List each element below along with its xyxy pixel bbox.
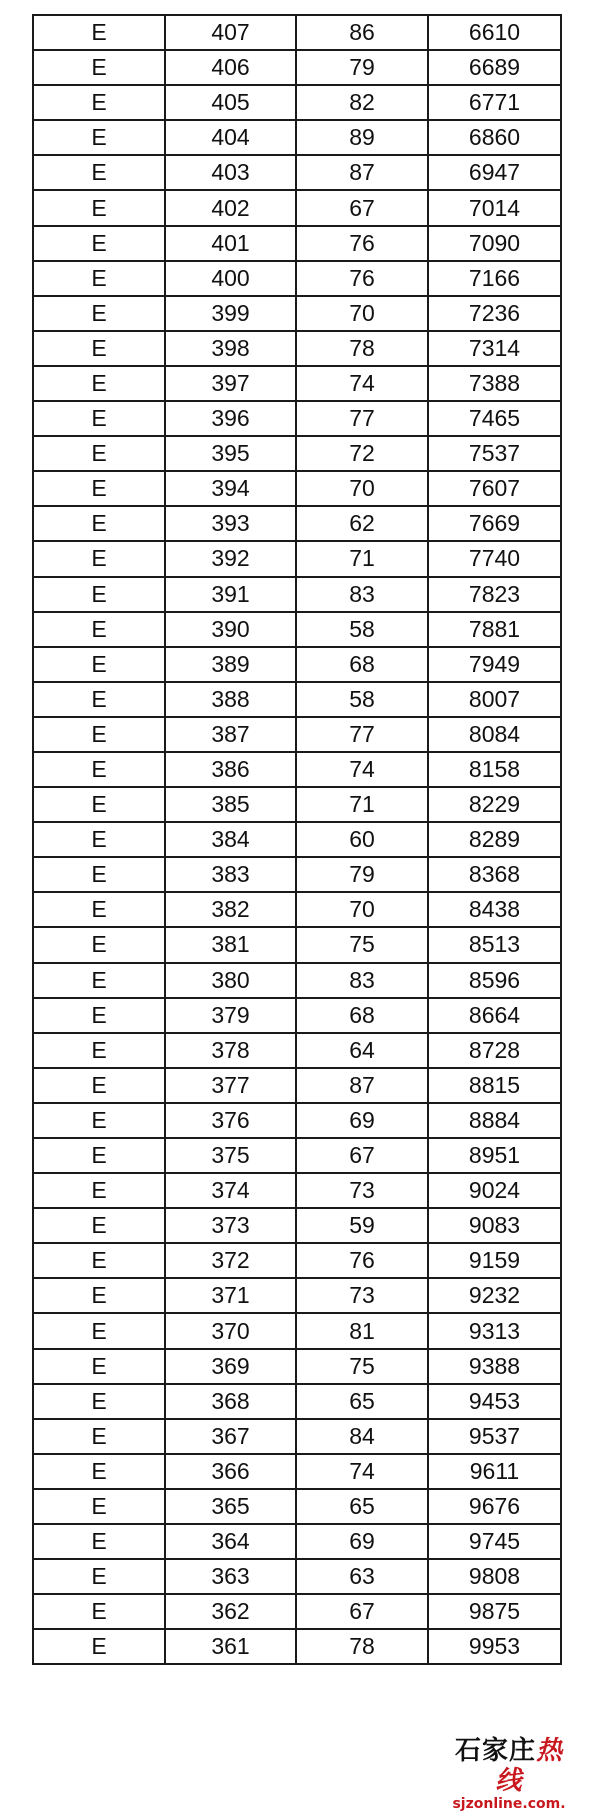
cell-score: 399 [165,296,296,331]
cell-cumulative: 9808 [428,1559,561,1594]
cell-cumulative: 8289 [428,822,561,857]
table-row [33,1208,561,1243]
cell-category: E [33,190,165,225]
cell-count: 70 [296,471,428,506]
cell-score: 387 [165,717,296,752]
cell-category: E [33,261,165,296]
cell-cumulative: 8158 [428,752,561,787]
cell-category: E [33,1489,165,1524]
cell-count: 70 [296,892,428,927]
table-row [33,1103,561,1138]
cell-score: 395 [165,436,296,471]
cell-cumulative: 7669 [428,506,561,541]
cell-category: E [33,436,165,471]
cell-count: 87 [296,1068,428,1103]
cell-category: E [33,1454,165,1489]
cell-count: 74 [296,366,428,401]
cell-count: 68 [296,998,428,1033]
cell-category: E [33,612,165,647]
cell-count: 76 [296,1243,428,1278]
cell-score: 363 [165,1559,296,1594]
watermark-logo-text [450,1736,568,1796]
cell-score: 401 [165,226,296,261]
table-row [33,1068,561,1103]
cell-cumulative: 7949 [428,647,561,682]
cell-count: 81 [296,1313,428,1348]
table-row [33,401,561,436]
cell-score: 367 [165,1419,296,1454]
cell-category: E [33,1524,165,1559]
cell-score: 381 [165,927,296,962]
cell-count: 64 [296,1033,428,1068]
cell-cumulative: 9953 [428,1629,561,1664]
cell-category: E [33,1243,165,1278]
cell-score: 382 [165,892,296,927]
cell-cumulative: 7537 [428,436,561,471]
cell-score: 389 [165,647,296,682]
cell-category: E [33,226,165,261]
cell-cumulative: 6689 [428,50,561,85]
cell-score: 403 [165,155,296,190]
cell-count: 75 [296,927,428,962]
cell-count: 86 [296,15,428,50]
cell-count: 74 [296,1454,428,1489]
cell-cumulative: 7166 [428,261,561,296]
cell-cumulative: 8007 [428,682,561,717]
cell-cumulative: 8368 [428,857,561,892]
cell-count: 79 [296,857,428,892]
cell-category: E [33,857,165,892]
cell-category: E [33,1173,165,1208]
cell-score: 379 [165,998,296,1033]
cell-category: E [33,155,165,190]
cell-score: 365 [165,1489,296,1524]
cell-count: 67 [296,190,428,225]
table-row [33,927,561,962]
cell-count: 76 [296,226,428,261]
table-row [33,1524,561,1559]
table-row [33,1419,561,1454]
cell-cumulative: 8815 [428,1068,561,1103]
table-row [33,1629,561,1664]
cell-count: 67 [296,1138,428,1173]
table-row [33,787,561,822]
cell-cumulative: 7388 [428,366,561,401]
table-row [33,752,561,787]
cell-count: 71 [296,541,428,576]
cell-category: E [33,401,165,436]
watermark-main-black: 石家庄 [454,1736,536,1766]
cell-cumulative: 8084 [428,717,561,752]
cell-count: 78 [296,331,428,366]
cell-score: 368 [165,1384,296,1419]
table-row [33,226,561,261]
cell-category: E [33,1208,165,1243]
cell-score: 388 [165,682,296,717]
cell-score: 372 [165,1243,296,1278]
cell-category: E [33,50,165,85]
cell-cumulative: 9676 [428,1489,561,1524]
cell-category: E [33,1419,165,1454]
table-row [33,1173,561,1208]
cell-category: E [33,471,165,506]
cell-category: E [33,331,165,366]
cell-category: E [33,1629,165,1664]
table-row [33,892,561,927]
watermark-url: sjzonline.com. [452,1796,566,1812]
cell-cumulative: 7740 [428,541,561,576]
cell-score: 407 [165,15,296,50]
cell-score: 394 [165,471,296,506]
cell-cumulative: 7881 [428,612,561,647]
cell-score: 396 [165,401,296,436]
cell-count: 77 [296,401,428,436]
cell-cumulative: 8884 [428,1103,561,1138]
cell-category: E [33,998,165,1033]
cell-score: 374 [165,1173,296,1208]
cell-cumulative: 6610 [428,15,561,50]
table-row [33,471,561,506]
cell-count: 63 [296,1559,428,1594]
cell-score: 378 [165,1033,296,1068]
cell-cumulative: 8664 [428,998,561,1033]
cell-score: 364 [165,1524,296,1559]
cell-category: E [33,541,165,576]
table-row [33,1594,561,1629]
table-row [33,1559,561,1594]
table-row [33,120,561,155]
table-row [33,261,561,296]
cell-count: 67 [296,1594,428,1629]
cell-count: 72 [296,436,428,471]
cell-count: 65 [296,1489,428,1524]
cell-count: 79 [296,50,428,85]
cell-count: 58 [296,612,428,647]
cell-cumulative: 8229 [428,787,561,822]
cell-score: 385 [165,787,296,822]
cell-category: E [33,1103,165,1138]
cell-score: 404 [165,120,296,155]
cell-cumulative: 7236 [428,296,561,331]
site-watermark [450,1736,568,1812]
table-row [33,1454,561,1489]
table-row [33,85,561,120]
cell-score: 397 [165,366,296,401]
cell-score: 405 [165,85,296,120]
cell-count: 58 [296,682,428,717]
table-row [33,857,561,892]
cell-category: E [33,682,165,717]
table-row [33,717,561,752]
cell-cumulative: 9313 [428,1313,561,1348]
table-row [33,155,561,190]
cell-score: 362 [165,1594,296,1629]
table-row [33,612,561,647]
cell-score: 383 [165,857,296,892]
cell-count: 89 [296,120,428,155]
cell-score: 373 [165,1208,296,1243]
cell-score: 366 [165,1454,296,1489]
cell-score: 400 [165,261,296,296]
cell-count: 73 [296,1278,428,1313]
table-row [33,331,561,366]
cell-category: E [33,752,165,787]
cell-score: 370 [165,1313,296,1348]
cell-count: 68 [296,647,428,682]
cell-category: E [33,15,165,50]
table-row [33,647,561,682]
cell-cumulative: 9024 [428,1173,561,1208]
table-row [33,541,561,576]
cell-count: 83 [296,963,428,998]
cell-category: E [33,1068,165,1103]
table-row [33,50,561,85]
cell-count: 71 [296,787,428,822]
cell-cumulative: 7014 [428,190,561,225]
cell-count: 84 [296,1419,428,1454]
cell-category: E [33,892,165,927]
cell-cumulative: 8596 [428,963,561,998]
cell-score: 393 [165,506,296,541]
cell-category: E [33,1313,165,1348]
table-row [33,577,561,612]
cell-cumulative: 9537 [428,1419,561,1454]
cell-cumulative: 8728 [428,1033,561,1068]
cell-category: E [33,1559,165,1594]
cell-count: 60 [296,822,428,857]
cell-count: 78 [296,1629,428,1664]
cell-count: 87 [296,155,428,190]
cell-count: 73 [296,1173,428,1208]
cell-score: 390 [165,612,296,647]
cell-category: E [33,85,165,120]
cell-category: E [33,717,165,752]
cell-score: 398 [165,331,296,366]
cell-category: E [33,1033,165,1068]
cell-category: E [33,1349,165,1384]
table-row [33,436,561,471]
cell-category: E [33,822,165,857]
cell-count: 69 [296,1524,428,1559]
cell-cumulative: 9611 [428,1454,561,1489]
cell-count: 59 [296,1208,428,1243]
cell-count: 77 [296,717,428,752]
cell-cumulative: 8951 [428,1138,561,1173]
cell-score: 391 [165,577,296,612]
table-row [33,822,561,857]
table-row [33,1243,561,1278]
cell-score: 384 [165,822,296,857]
score-table-container [32,14,560,1794]
cell-score: 376 [165,1103,296,1138]
cell-cumulative: 7823 [428,577,561,612]
cell-category: E [33,1278,165,1313]
cell-cumulative: 7465 [428,401,561,436]
cell-score: 371 [165,1278,296,1313]
cell-count: 83 [296,577,428,612]
cell-category: E [33,296,165,331]
cell-cumulative: 7090 [428,226,561,261]
table-row [33,506,561,541]
cell-score: 375 [165,1138,296,1173]
cell-cumulative: 9083 [428,1208,561,1243]
table-row [33,998,561,1033]
cell-count: 82 [296,85,428,120]
cell-category: E [33,647,165,682]
cell-cumulative: 9388 [428,1349,561,1384]
cell-score: 386 [165,752,296,787]
table-row [33,296,561,331]
score-table-body [33,15,561,1664]
cell-category: E [33,120,165,155]
score-table [32,14,562,1665]
table-row [33,1033,561,1068]
table-row [33,682,561,717]
table-row [33,963,561,998]
cell-count: 75 [296,1349,428,1384]
cell-cumulative: 7314 [428,331,561,366]
cell-cumulative: 6860 [428,120,561,155]
cell-score: 406 [165,50,296,85]
cell-category: E [33,1384,165,1419]
cell-count: 62 [296,506,428,541]
cell-category: E [33,366,165,401]
cell-cumulative: 9159 [428,1243,561,1278]
cell-cumulative: 9745 [428,1524,561,1559]
table-row [33,1384,561,1419]
table-row [33,366,561,401]
cell-cumulative: 9232 [428,1278,561,1313]
cell-score: 402 [165,190,296,225]
cell-count: 74 [296,752,428,787]
table-row [33,1313,561,1348]
table-row [33,1138,561,1173]
cell-category: E [33,927,165,962]
table-row [33,1278,561,1313]
cell-category: E [33,963,165,998]
cell-category: E [33,787,165,822]
table-row [33,190,561,225]
watermark-main-red: 热线 [495,1736,564,1796]
table-row [33,15,561,50]
cell-count: 69 [296,1103,428,1138]
cell-score: 369 [165,1349,296,1384]
table-row [33,1489,561,1524]
cell-count: 70 [296,296,428,331]
cell-cumulative: 9875 [428,1594,561,1629]
table-row [33,1349,561,1384]
cell-category: E [33,506,165,541]
cell-cumulative: 8513 [428,927,561,962]
cell-category: E [33,1138,165,1173]
cell-cumulative: 7607 [428,471,561,506]
cell-cumulative: 8438 [428,892,561,927]
cell-cumulative: 6947 [428,155,561,190]
cell-score: 392 [165,541,296,576]
cell-cumulative: 6771 [428,85,561,120]
cell-score: 361 [165,1629,296,1664]
cell-category: E [33,1594,165,1629]
cell-count: 76 [296,261,428,296]
cell-score: 377 [165,1068,296,1103]
cell-cumulative: 9453 [428,1384,561,1419]
cell-count: 65 [296,1384,428,1419]
cell-score: 380 [165,963,296,998]
cell-category: E [33,577,165,612]
